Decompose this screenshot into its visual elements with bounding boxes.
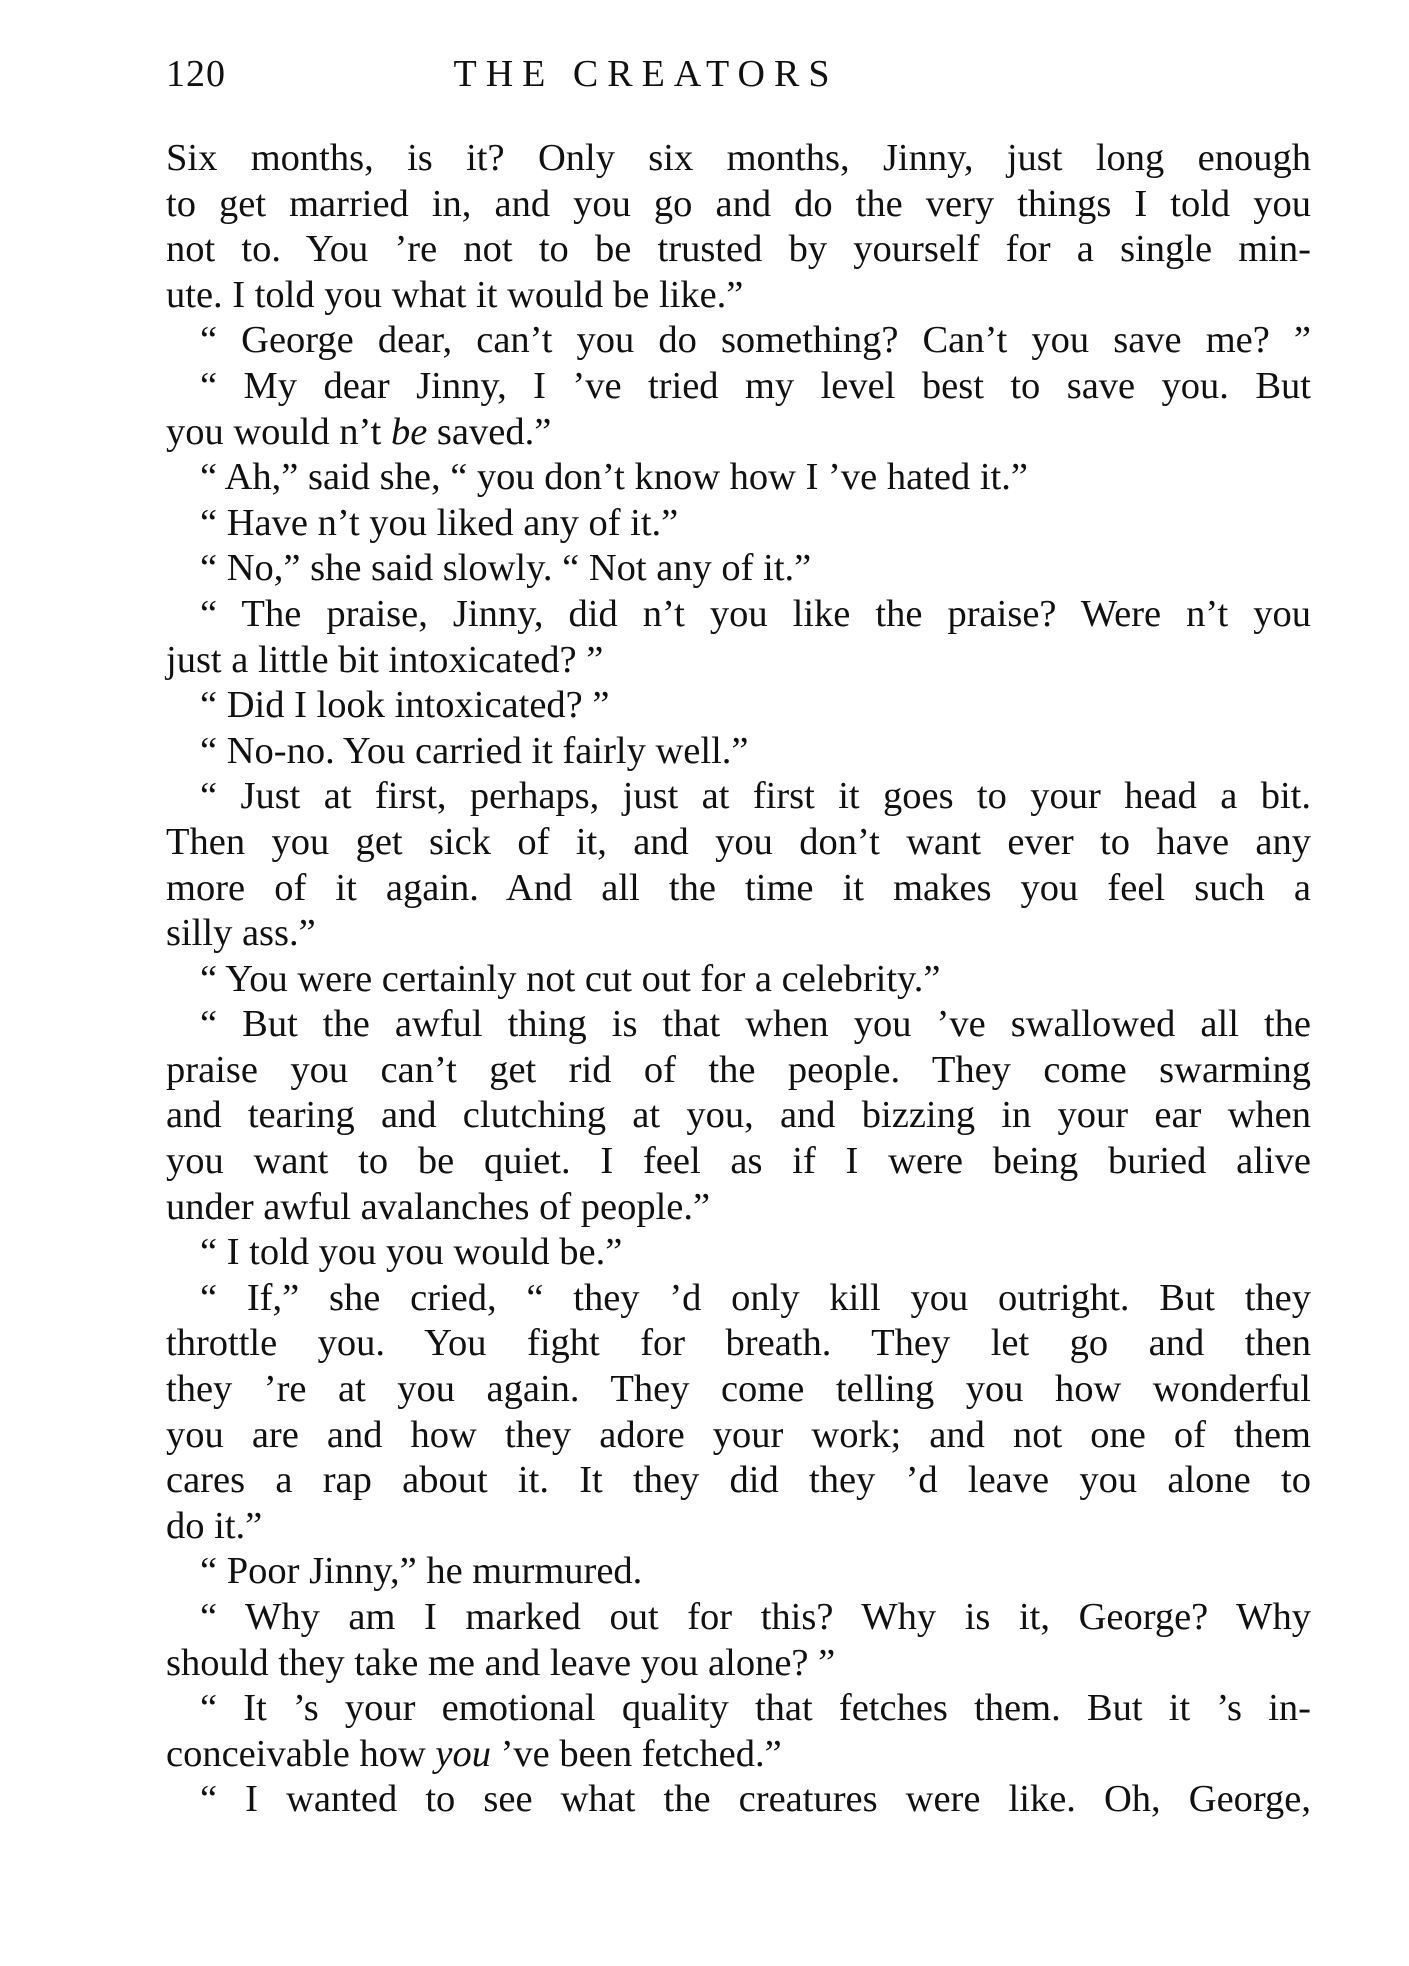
text-line: “ Why am I marked out for this? Why is it, George? Why bbox=[200, 1596, 1311, 1638]
text-line: “ But the awful thing is that when you ’ve swallowed all the bbox=[200, 1003, 1311, 1046]
text-line: “ Just at first, perhaps, just at first it goes to your head a bit. bbox=[200, 775, 1311, 818]
text-line: “ Poor Jinny,” he murmured. bbox=[200, 1550, 643, 1593]
text-line: to get married in, and you go and do the very things I told you bbox=[166, 182, 1311, 225]
text-line: throttle you. You fight for breath. They let go and then bbox=[166, 1322, 1311, 1365]
text-line: ute. I told you what it would be like.” bbox=[166, 273, 744, 316]
text-line: under awful avalanches of people.” bbox=[166, 1185, 711, 1228]
running-title: THE CREATORS bbox=[453, 53, 839, 95]
text-line: do it.” bbox=[166, 1504, 263, 1547]
text-line: they ’re at you again. They come telling you how wonderful bbox=[166, 1368, 1311, 1411]
text-line: “ It ’s your emotional quality that fetches them. But it ’s in- bbox=[200, 1687, 1311, 1730]
text-line: “ My dear Jinny, I ’ve tried my level best to save you. But bbox=[200, 364, 1311, 407]
text-line: “ I wanted to see what the creatures were like. Oh, George, bbox=[200, 1778, 1311, 1821]
text-line: you are and how they adore your work; and not one of them bbox=[166, 1413, 1311, 1456]
page-header bbox=[166, 52, 1311, 108]
text-line: more of it again. And all the time it makes you feel such a bbox=[166, 866, 1311, 909]
body-text bbox=[166, 136, 1311, 1823]
text-line: Then you get sick of it, and you don’t want ever to have any bbox=[166, 820, 1311, 863]
text-line: Six months, is it? Only six months, Jinny, just long enough bbox=[166, 137, 1311, 179]
text-line: you want to be quiet. I feel as if I were being buried alive bbox=[166, 1140, 1311, 1183]
text-line: conceivable how you ’ve been fetched.” bbox=[166, 1732, 782, 1775]
text-line: silly ass.” bbox=[166, 912, 316, 955]
text-line: and tearing and clutching at you, and bizzing in your ear when bbox=[166, 1094, 1311, 1137]
italic-word: be bbox=[390, 410, 428, 453]
text-line: “ If,” she cried, “ they ’d only kill you outright. But they bbox=[200, 1276, 1311, 1319]
text-line: “ You were certainly not cut out for a celebrity.” bbox=[200, 957, 941, 1000]
text-line: cares a rap about it. It they did they ’d leave you alone to bbox=[166, 1459, 1311, 1502]
text-line: “ The praise, Jinny, did n’t you like the praise? Were n’t you bbox=[200, 592, 1311, 635]
text-line: praise you can’t get rid of the people. They come swarming bbox=[166, 1048, 1311, 1091]
text-line: “ George dear, can’t you do something? Can’t you save me? ” bbox=[200, 319, 1311, 362]
text-line: “ Have n’t you liked any of it.” bbox=[200, 501, 679, 544]
text-line: “ Ah,” said she, “ you don’t know how I ’ve hated it.” bbox=[200, 456, 1028, 499]
text-line: not to. You ’re not to be trusted by yourself for a single min- bbox=[166, 228, 1311, 271]
text-line: “ No-no. You carried it fairly well.” bbox=[200, 729, 749, 772]
text-line: “ No,” she said slowly. “ Not any of it.” bbox=[200, 547, 812, 590]
text-line: should they take me and leave you alone? ” bbox=[166, 1641, 836, 1684]
text-line: “ I told you you would be.” bbox=[200, 1231, 623, 1274]
page-number: 120 bbox=[166, 53, 226, 95]
text-line: just a little bit intoxicated? ” bbox=[166, 638, 604, 681]
italic-word: you bbox=[435, 1732, 491, 1775]
text-line: you would n’t be saved.” bbox=[166, 410, 552, 453]
text-line: “ Did I look intoxicated? ” bbox=[200, 684, 610, 727]
